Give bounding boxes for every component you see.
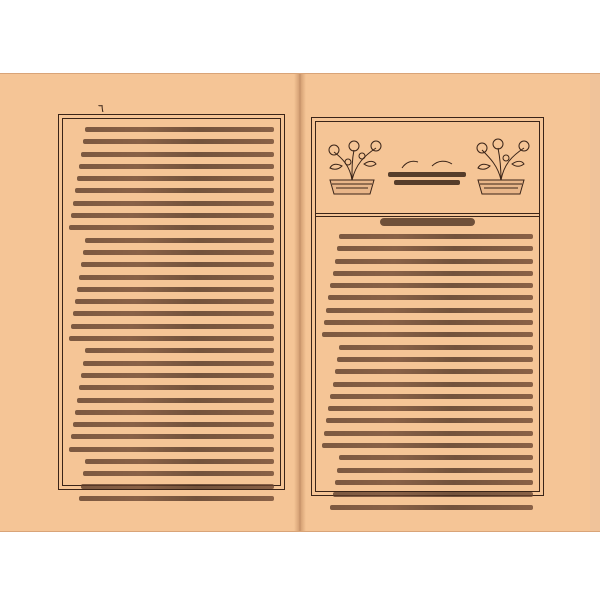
book-spread bbox=[0, 73, 600, 532]
left-page-text-line bbox=[73, 422, 274, 427]
left-page-text-line bbox=[77, 287, 274, 292]
right-page-text-line bbox=[330, 283, 533, 288]
left-page-text-line bbox=[69, 336, 274, 341]
right-page-text-line bbox=[339, 234, 533, 239]
left-page-text-line bbox=[83, 361, 274, 366]
left-page-text-line bbox=[75, 410, 274, 415]
right-page-text-line bbox=[322, 332, 533, 337]
left-page-text-line bbox=[69, 447, 274, 452]
left-page-text-line bbox=[79, 164, 274, 169]
left-page-text-line bbox=[85, 459, 274, 464]
left-page-text-line bbox=[85, 348, 274, 353]
left-page-text-line bbox=[71, 213, 274, 218]
left-page-text-line bbox=[75, 299, 274, 304]
right-page-text-line bbox=[337, 468, 533, 473]
header-ornament bbox=[312, 118, 543, 213]
book-spine bbox=[294, 74, 306, 531]
left-page-text-line bbox=[71, 434, 274, 439]
basmala-line bbox=[380, 218, 475, 226]
left-page-text-line bbox=[69, 225, 274, 230]
right-page-text-line bbox=[339, 345, 533, 350]
left-page-text-line bbox=[73, 311, 274, 316]
left-page-text-line bbox=[79, 385, 274, 390]
right-page-frame bbox=[311, 117, 544, 496]
left-page-text-line bbox=[81, 373, 274, 378]
right-page-text-line bbox=[328, 295, 533, 300]
header-divider-secondary bbox=[316, 216, 539, 217]
left-page-text-block bbox=[69, 127, 274, 508]
right-page-text-line bbox=[324, 431, 533, 436]
right-page-text-line bbox=[339, 455, 533, 460]
left-page-text-line bbox=[83, 471, 274, 476]
left-page-text-line bbox=[79, 275, 274, 280]
left-page-text-line bbox=[71, 324, 274, 329]
right-page-text-line bbox=[322, 443, 533, 448]
right-page-text-block bbox=[322, 234, 533, 517]
left-page-text-line bbox=[77, 398, 274, 403]
left-page-text-line bbox=[85, 127, 274, 132]
left-page-text-line bbox=[77, 176, 274, 181]
left-page-text-line bbox=[75, 188, 274, 193]
right-page-text-line bbox=[333, 492, 533, 497]
left-page-text-line bbox=[85, 238, 274, 243]
left-page-text-line bbox=[79, 496, 274, 501]
right-page-text-line bbox=[330, 505, 533, 510]
right-page-text-line bbox=[333, 271, 533, 276]
left-page-text-line bbox=[83, 250, 274, 255]
page-edges bbox=[590, 74, 600, 531]
page-number: ٦ bbox=[98, 102, 104, 115]
right-page-text-line bbox=[333, 382, 533, 387]
left-page-text-line bbox=[73, 201, 274, 206]
left-page-text-line bbox=[81, 152, 274, 157]
right-page-text-line bbox=[337, 357, 533, 362]
right-page-text-line bbox=[324, 320, 533, 325]
right-page-text-line bbox=[335, 369, 533, 374]
floral-ornament-icon bbox=[312, 118, 543, 213]
left-page-text-line bbox=[81, 262, 274, 267]
right-page-text-line bbox=[330, 394, 533, 399]
left-page-frame bbox=[58, 114, 285, 490]
right-page-text-line bbox=[335, 259, 533, 264]
left-page-text-line bbox=[81, 484, 274, 489]
left-page-text-line bbox=[83, 139, 274, 144]
right-page-text-line bbox=[335, 480, 533, 485]
header-divider bbox=[316, 213, 539, 214]
right-page-text-line bbox=[326, 418, 533, 423]
right-page-text-line bbox=[337, 246, 533, 251]
right-page-text-line bbox=[328, 406, 533, 411]
right-page-text-line bbox=[326, 308, 533, 313]
